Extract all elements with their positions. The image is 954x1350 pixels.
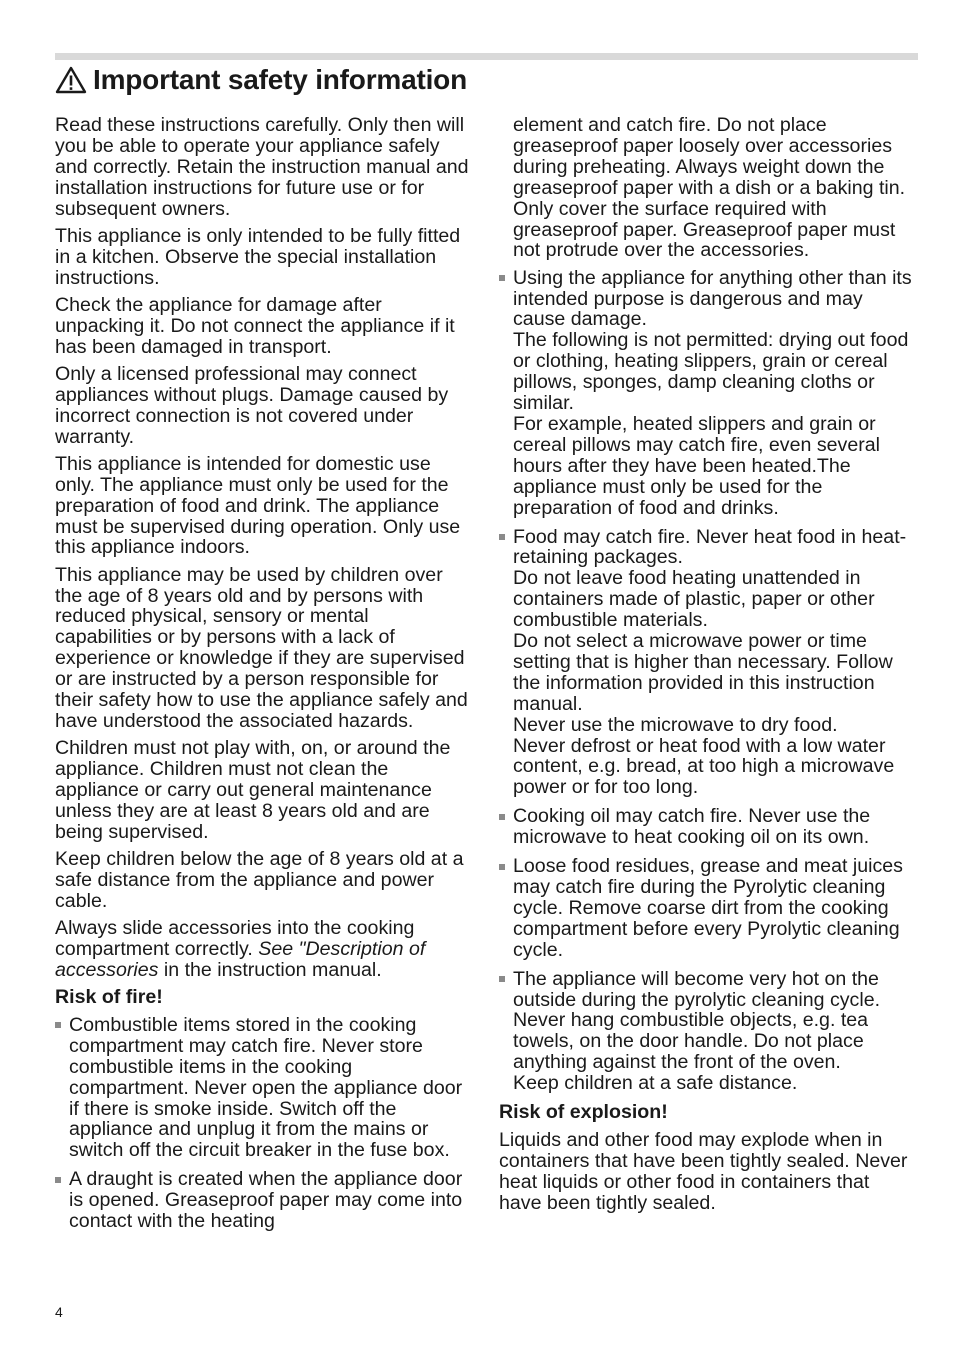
bullet-text: Keep children at a safe distance. (513, 1072, 798, 1095)
bullet-text: Do not leave food heating unattended in containers made of plastic, paper or other combustible materials. (513, 567, 875, 632)
list-item (499, 806, 915, 848)
bullet-text: Never hang combustible objects, e.g. tea towels, on the door handle. Do not place anything against the front of the oven. (513, 1009, 869, 1074)
list-item (499, 856, 915, 961)
risk-of-explosion-heading: Risk of explosion! (499, 1101, 668, 1124)
list-item (499, 969, 915, 1094)
paragraph-accessories (55, 918, 471, 981)
paragraph-children-persons: This appliance may be used by children over the age of 8 years old and by persons with reduced physical, sensory or mental capabilities or by persons with a lack of experience or knowledge if they are supervised or are instructed by a person responsible for their safety how to use the appliance safely and have understood the associated hazards. (55, 563, 468, 732)
bullet-text: Combustible items stored in the cooking compartment may catch fire. Never store combustible items in the cooking compartment. Never open the appliance door if there is smoke inside. Switch off the appliance and unplug it from the mains or switch off the circuit breaker in the fuse box. (69, 1013, 463, 1162)
risk-of-fire-heading: Risk of fire! (55, 986, 163, 1009)
paragraph-greaseproof-continued: element and catch fire. Do not place greaseproof paper loosely over accessories during preheating. Always weight down the greaseproof paper with a dish or a baking tin. Only cover the surface required with greaseproof paper. Greaseproof paper must not protrude over the accessories. (513, 114, 906, 262)
bullet-square-icon (499, 534, 505, 540)
bullet-text: For example, heated slippers and grain or cereal pillows may catch fire, even several hours after they have been heated.The appliance must only be used for the preparation of food and drinks. (513, 412, 880, 519)
bullet-text: Cooking oil may catch fire. Never use the microwave to heat cooking oil on its own. (513, 805, 871, 849)
paragraph-licensed-professional: Only a licensed professional may connect appliances without plugs. Damage caused by incorrect connection is not covered under warranty. (55, 362, 449, 448)
accessories-text-a: Always slide accessories into the cooking compartment correctly. (55, 917, 415, 960)
bullet-square-icon (499, 864, 505, 870)
page-title-text: Important safety information (93, 64, 467, 95)
bullet-text: Never defrost or heat food with a low water content, e.g. bread, at too high a microwave power or for too long. (513, 734, 895, 799)
paragraph-explosion: Liquids and other food may explode when in containers that have been tightly sealed. Never heat liquids or other food in containers that have been tightly sealed. (499, 1128, 908, 1214)
list-item (55, 1169, 471, 1232)
page-title (55, 60, 467, 100)
list-item (499, 268, 915, 519)
bullet-text: Loose food residues, grease and meat juices may catch fire during the Pyrolytic cleaning cycle. Remove coarse dirt from the cooking compartment before every Pyrolytic cleaning cycle. (513, 855, 903, 961)
paragraph-fitted-kitchen: This appliance is only intended to be fully fitted in a kitchen. Observe the special installation instructions. (55, 224, 461, 289)
bullet-square-icon (499, 275, 505, 281)
warning-triangle-icon (55, 65, 87, 95)
left-column (55, 115, 471, 1240)
bullet-square-icon (499, 976, 505, 982)
page-number: 4 (55, 1304, 63, 1320)
paragraph-read-instructions: Read these instructions carefully. Only then will you be able to operate your appliance safely and correctly. Retain the instruction manual and installation instructions for future use or for subsequent owners. (55, 114, 469, 220)
paragraph-check-damage: Check the appliance for damage after unpacking it. Do not connect the appliance if it has been damaged in transport. (55, 293, 455, 358)
paragraph-children-distance: Keep children below the age of 8 years old at a safe distance from the appliance and power cable. (55, 847, 464, 912)
accessories-reference: See "Description of accessories (55, 937, 426, 981)
bullet-text: The appliance will become very hot on the outside during the pyrolytic cleaning cycle. (513, 967, 881, 1011)
bullet-square-icon (499, 814, 505, 820)
header-rule (55, 53, 918, 60)
bullet-text: The following is not permitted: drying out food or clothing, heating slippers, grain or cereal pillows, sponges, damp cleaning cloths or similar. (513, 329, 909, 415)
bullet-text: Never use the microwave to dry food. (513, 713, 838, 736)
bullet-text: Do not select a microwave power or time setting that is higher than necessary. Follow the information provided in this instruction manual. (513, 630, 893, 715)
paragraph-domestic-use: This appliance is intended for domestic use only. The appliance must only be used for the preparation of food and drink. The appliance must be supervised during operation. Only use this appliance indoors. (55, 452, 461, 559)
bullet-text: Using the appliance for anything other than its intended purpose is dangerous and may cause damage. (513, 266, 912, 331)
accessories-text-b: in the instruction manual. (158, 958, 382, 981)
paragraph-children-play: Children must not play with, on, or around the appliance. Children must not clean the appliance or carry out general maintenance unless they are at least 8 years old and are being supervised. (55, 737, 451, 843)
right-column (499, 115, 915, 1220)
list-item (55, 1015, 471, 1161)
bullet-square-icon (55, 1022, 61, 1028)
bullet-text: A draught is created when the appliance door is opened. Greaseproof paper may come into contact with the heating (69, 1168, 463, 1233)
bullet-text: Food may catch fire. Never heat food in heat-retaining packages. (513, 525, 907, 569)
list-item (499, 527, 915, 799)
bullet-square-icon (55, 1177, 61, 1183)
